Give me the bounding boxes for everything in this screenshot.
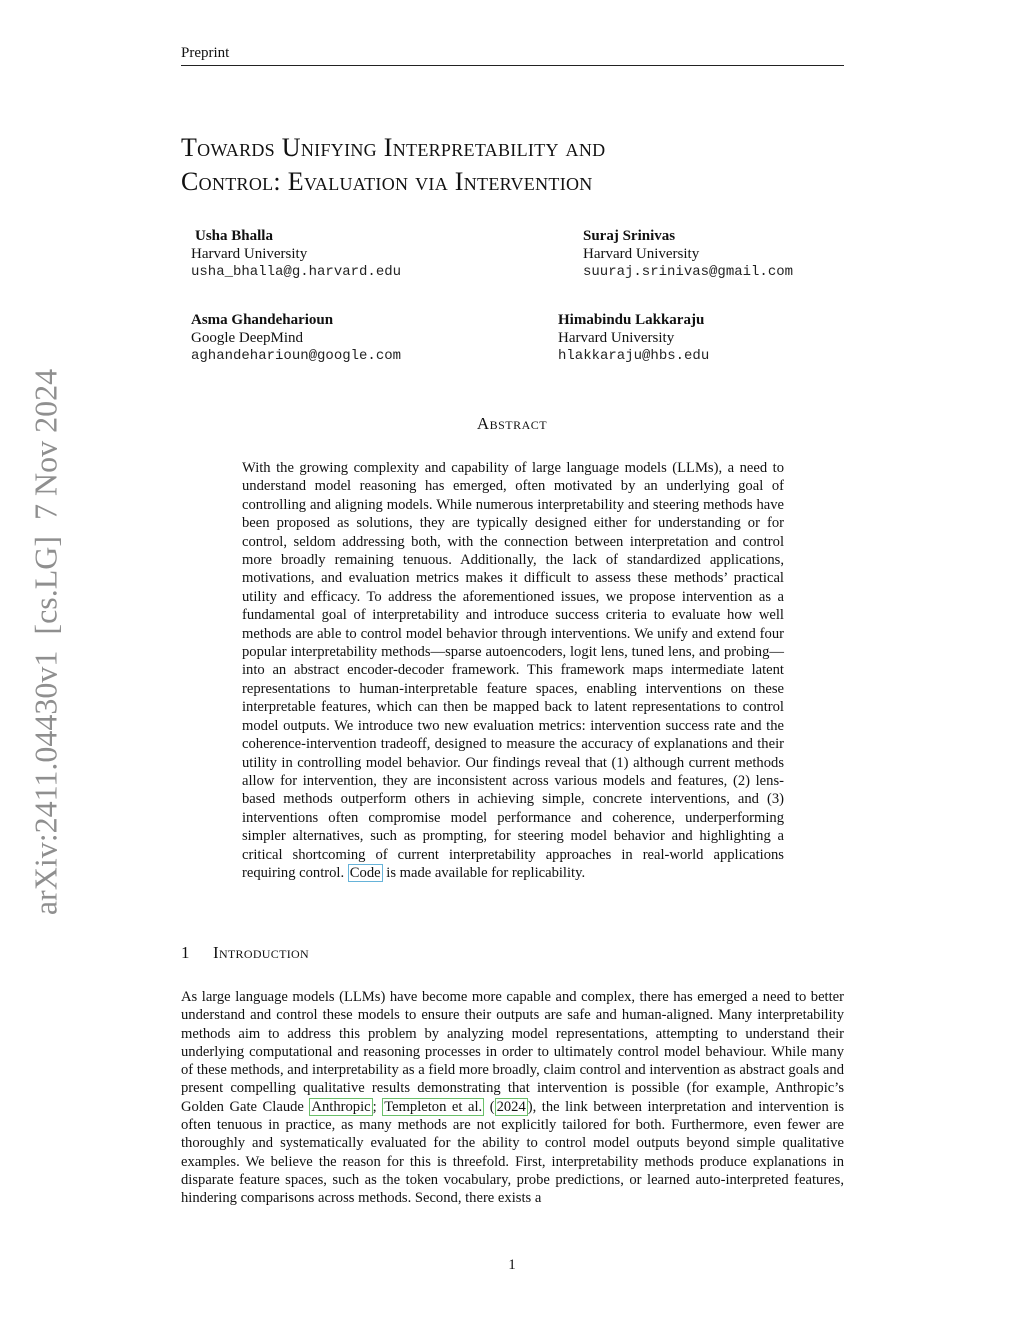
arxiv-identifier[interactable]: arXiv:2411.04430v1 [cs.LG] 7 Nov 2024 <box>27 368 64 916</box>
citation-link-templeton[interactable]: Templeton et al. <box>384 1098 483 1115</box>
title-line-1: Towards Unifying Interpretability and <box>181 133 606 162</box>
author-block-4 <box>558 311 709 365</box>
author-name: Usha Bhalla <box>195 228 273 244</box>
author-name: Suraj Srinivas <box>583 228 676 244</box>
section-title: Introduction <box>213 943 309 962</box>
author-block-1 <box>191 227 401 281</box>
author-affiliation: Harvard University <box>191 246 308 262</box>
header-rule <box>181 65 844 66</box>
author-email[interactable]: aghandeharioun@google.com <box>191 348 402 364</box>
abstract-closing: is made available for replicability. <box>386 864 586 881</box>
intro-text-before: As large language models (LLMs) have become more capable and complex, there has emerged a need to better understand and control these models to ensure their outputs are safe and human-aligned. Many interpretability methods aim to address this problem by analyzing model representations, attempting to understand their underlying computational and reasoning processes in order to ultimately control model behaviour. While many of these methods, and interpretability as a field more broadly, claim control and intervention as abstract goals and present compelling qualitative results demonstrating that intervention is possible (for example, Anthropic’s Golden Gate Claude <box>181 989 844 1115</box>
arxiv-sidebar <box>16 352 76 932</box>
author-name: Himabindu Lakkaraju <box>558 312 705 328</box>
running-header: Preprint <box>181 45 230 61</box>
section-number: 1 <box>181 943 190 962</box>
author-affiliation: Harvard University <box>558 330 675 346</box>
page-number: 1 <box>508 1257 516 1273</box>
citation-separator: ; <box>372 1098 377 1115</box>
author-email[interactable]: usha_bhalla@g.harvard.edu <box>191 264 402 280</box>
abstract-heading: Abstract <box>476 414 548 433</box>
section-heading-introduction <box>181 943 309 963</box>
code-link[interactable]: Code <box>349 864 381 881</box>
author-affiliation: Harvard University <box>583 246 700 262</box>
intro-text-after: ), the link between interpretation and intervention is often tenuous in practice, as many methods are not explicitly tailored for both. Furthermore, even fewer are thoroughly and systematically evaluated for the ability to control model outputs beyond simple qualitative examples. We believe the reason for this is threefold. First, interpretability methods produce explanations in disparate feature spaces, such as the token vocabulary, probe predictions, or learned auto-interpreted features, hindering comparisons across methods. Second, there exists a <box>181 1098 844 1207</box>
author-email[interactable]: hlakkaraju@hbs.edu <box>558 348 710 364</box>
author-block-3 <box>191 311 401 365</box>
title-line-2: Control: Evaluation via Intervention <box>181 167 593 196</box>
author-name: Asma Ghandeharioun <box>191 312 334 328</box>
author-affiliation: Google DeepMind <box>191 330 304 346</box>
paper-title <box>181 131 841 199</box>
citation-link-anthropic[interactable]: Anthropic <box>311 1098 371 1115</box>
abstract-body <box>242 459 784 882</box>
author-block-2 <box>583 227 793 281</box>
introduction-body: As large language models (LLMs) have become more capable and complex, there has emerged a need to better understand and control these models to ensure their outputs are safe and human-aligned. Many interpretability methods aim to address this problem by analyzing model representations, attempting to understand their underlying computational and reasoning processes in order to ultimately control model behaviour. While many of these methods, and interpretability as a field more broadly, claim control and intervention as abstract goals and present compelling qualitative results demonstrating that intervention is possible (for example, Anthropic’s Golden Gate Claude Anthropic ; Templeton et al. ( 2024 ), the link between interpretation and intervention is often tenuous in practice, as many methods are not explicitly tailored for both. Furthermore, even fewer are thoroughly and systematically evaluated for the ability to control model outputs beyond simple qualitative examples. We believe the reason for this is threefold. First, interpretability methods produce explanations in disparate feature spaces, such as the token vocabulary, probe predictions, or learned auto-interpreted features, hindering comparisons across methods. Second, there exists a <box>181 989 844 1207</box>
citation-link-year[interactable]: 2024 <box>496 1098 526 1115</box>
author-email[interactable]: suuraj.srinivas@gmail.com <box>583 264 794 280</box>
abstract-text: With the growing complexity and capability of large language models (LLMs), a need to understand model reasoning has emerged, often motivated by an underlying goal of controlling and aligning models. While numerous interpretability and steering methods have been proposed as solutions, they are typically designed either for understanding or for control, seldom addressing both, with the connection between interpretation and control more broadly remaining tenuous. Additionally, the lack of standardized applications, motivations, and evaluation metrics makes it difficult to assess these methods’ practical utility and efficacy. To address the aforementioned issues, we propose intervention as a fundamental goal of interpretability and introduce success criteria to evaluate how well methods are able to control model behavior through interventions. We unify and extend four popular interpretability methods—sparse autoencoders, logit lens, tuned lens, and probing—into an abstract encoder-decoder framework. This framework maps intermediate latent representations to human-interpretable feature spaces, enabling interventions on these interpretable features, which can then be mapped back to latent representations to control model outputs. We introduce two new evaluation metrics: intervention success rate and the coherence-intervention tradeoff, designed to measure the accuracy of explanations and their utility in controlling model behavior. Our findings reveal that (1) although current methods allow for intervention, they are inconsistent across various models and features, (2) lens-based methods outperform others in achieving simple, concrete interventions, and (3) interventions often compromise model performance and coherence, underperforming simpler alternatives, such as prompting, for steering model behavior and highlighting a critical shortcoming of current interpretability approaches in real-world applications requiring control. <box>242 460 784 881</box>
